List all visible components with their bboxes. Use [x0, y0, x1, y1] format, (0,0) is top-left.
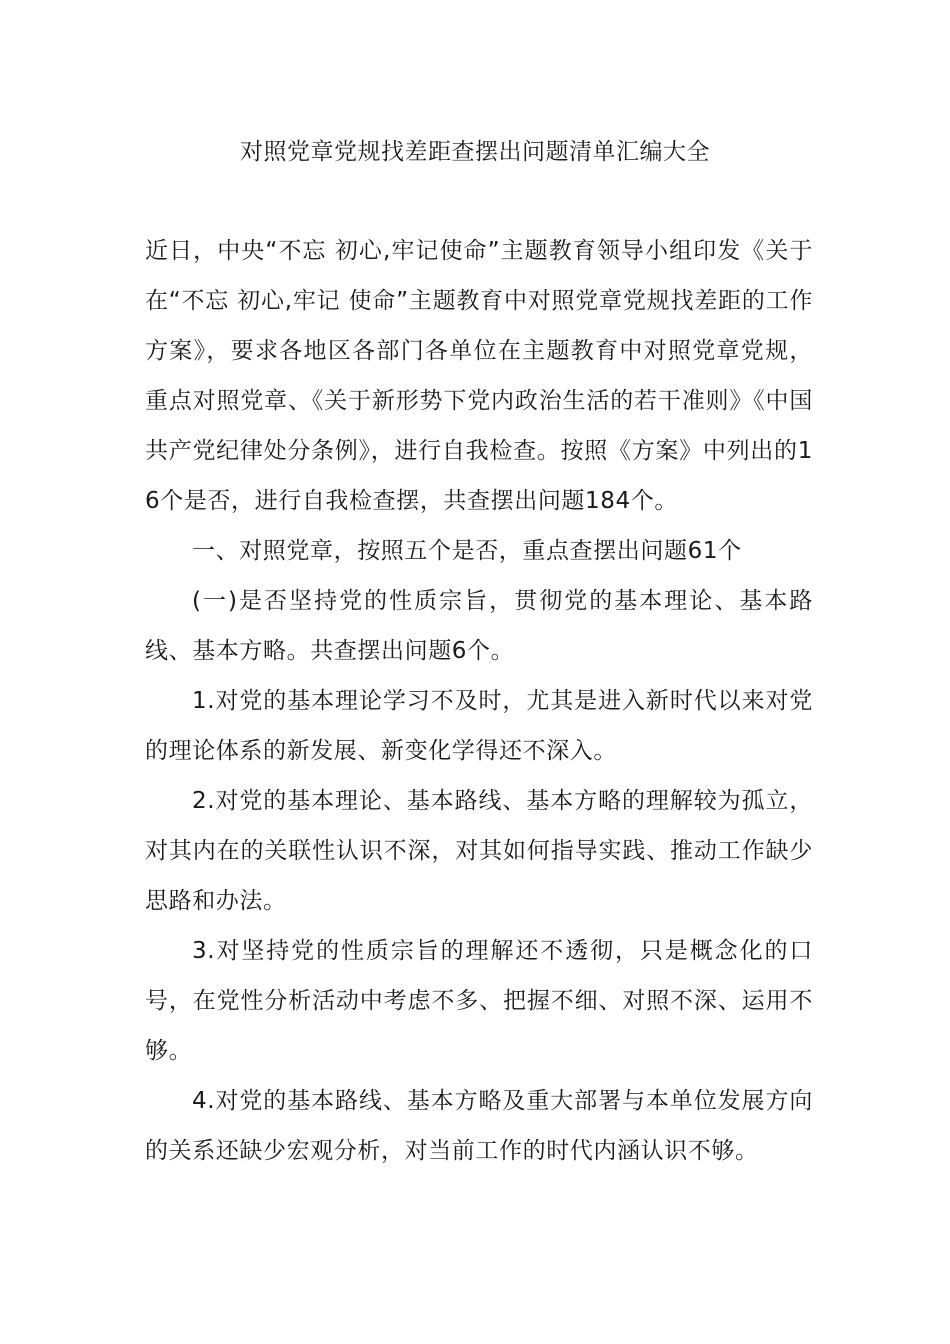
subsection-heading-1: (一)是否坚持党的性质宗旨，贯彻党的基本理论、基本路线、基本方略。共查摆出问题6个。 [145, 588, 813, 664]
list-item-2: 2.对党的基本理论、基本路线、基本方略的理解较为孤立，对其内在的关联性认识不深，对其如何指导实践、推动工作缺少思路和办法。 [145, 788, 813, 914]
intro-paragraph: 近日，中央“不忘 初心,牢记使命”主题教育领导小组印发《关于在“不忘 初心,牢记 使命”主题教育中对照党章党规找差距的工作方案》，要求各地区各部门各单位在主题教育中对照党章党规，重点对照党章、《关于新形势下党内政治生活的若干准则》《中国共产党纪律处分条例》，进行自我检查。按照《方案》中列出的16个是否，进行自我检查摆，共查摆出问题184个。 [145, 238, 813, 514]
document-title: 对照党章党规找差距查摆出问题清单汇编大全 [240, 139, 710, 165]
list-item-3: 3.对坚持党的性质宗旨的理解还不透彻，只是概念化的口号，在党性分析活动中考虑不多、把握不细、对照不深、运用不够。 [145, 938, 813, 1064]
document-body [145, 226, 813, 1176]
list-item-4: 4.对党的基本路线、基本方略及重大部署与本单位发展方向的关系还缺少宏观分析，对当前工作的时代内涵认识不够。 [145, 1088, 813, 1164]
section-heading-1: 一、对照党章，按照五个是否，重点查摆出问题61个 [192, 538, 742, 564]
list-item-1: 1.对党的基本理论学习不及时，尤其是进入新时代以来对党的理论体系的新发展、新变化学得还不深入。 [145, 688, 813, 764]
